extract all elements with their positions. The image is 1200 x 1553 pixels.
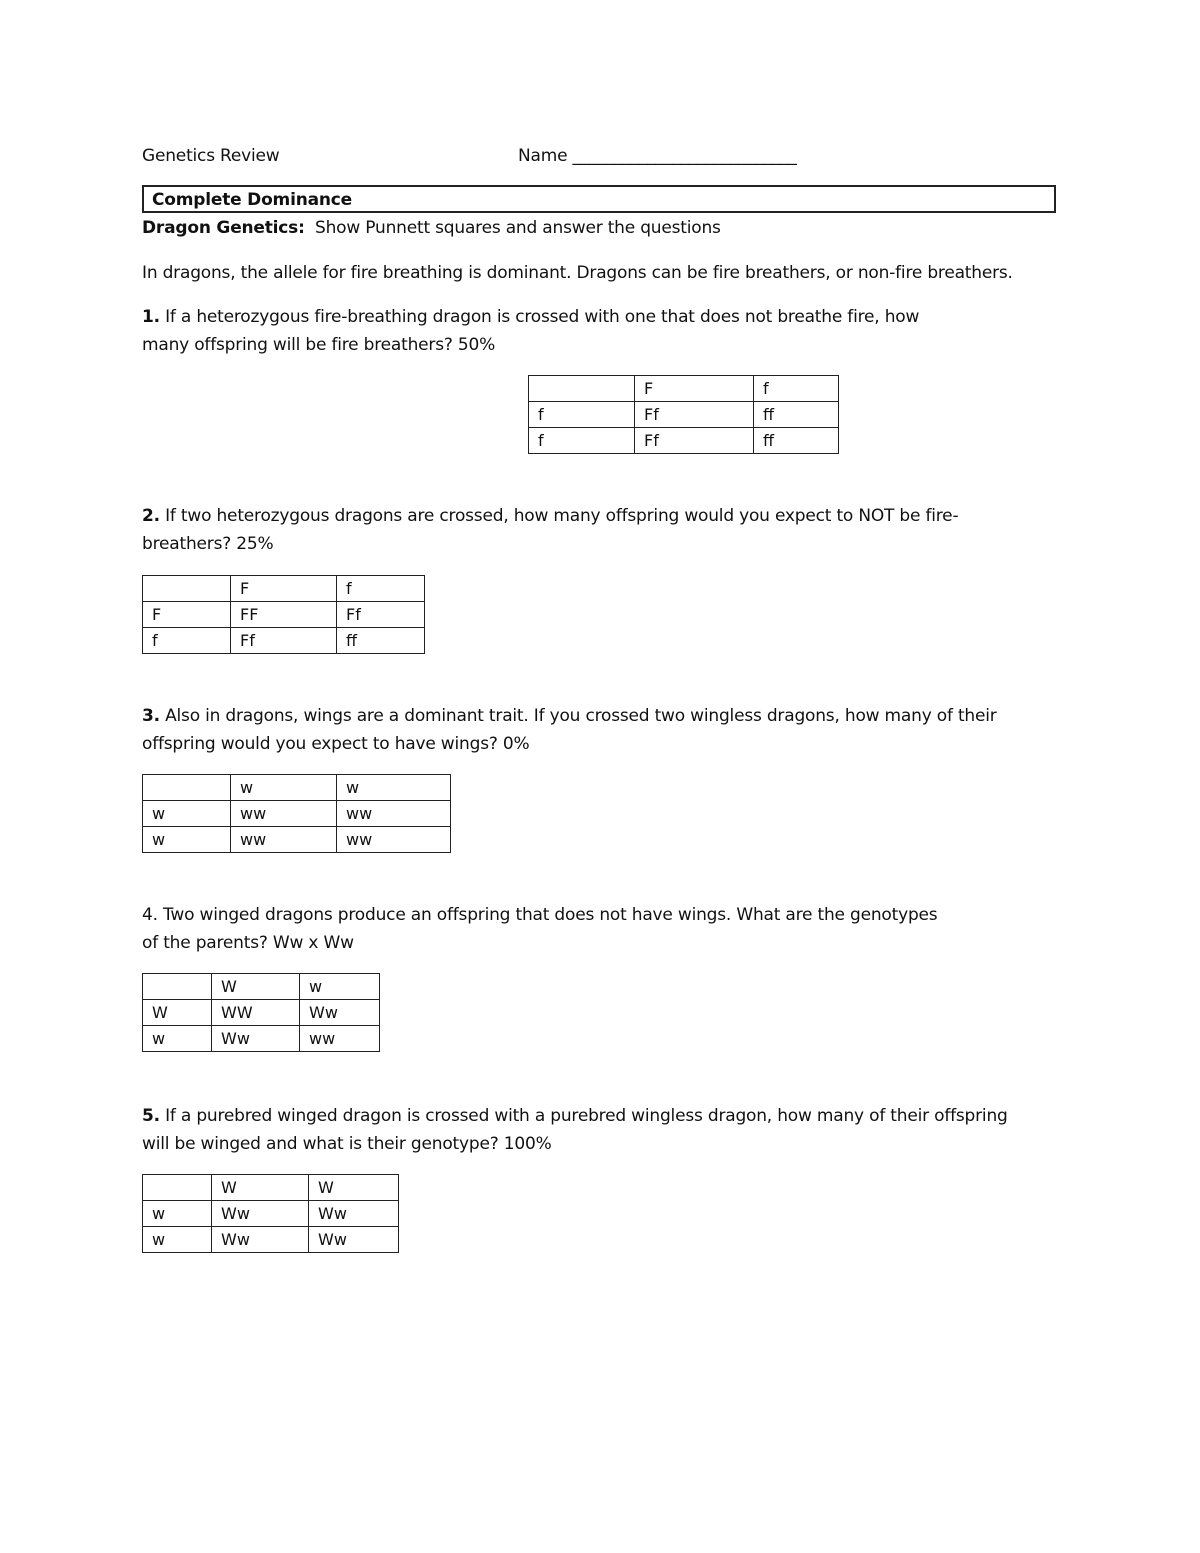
table-cell: f <box>337 576 425 602</box>
question-4-line-1: 4. Two winged dragons produce an offspring that does not have wings. What are the genotypes <box>142 905 938 925</box>
table-cell: Ww <box>212 1026 300 1052</box>
table-cell: ww <box>337 827 451 853</box>
table-row <box>143 576 425 602</box>
table-cell: Ff <box>635 428 754 454</box>
table-cell: ww <box>300 1026 380 1052</box>
table-cell: w <box>143 1026 212 1052</box>
punnett-square-2 <box>142 575 425 654</box>
table-cell: ww <box>231 801 337 827</box>
table-cell: Ww <box>309 1227 399 1253</box>
table-row <box>529 428 839 454</box>
table-cell: ff <box>337 628 425 654</box>
table-cell: w <box>143 1227 212 1253</box>
table-cell <box>529 376 635 402</box>
table-cell: f <box>754 376 839 402</box>
section-header-box <box>142 185 1056 213</box>
question-number: 1. <box>142 307 160 327</box>
table-cell <box>143 1175 212 1201</box>
table-row <box>143 1026 380 1052</box>
table-cell: ff <box>754 428 839 454</box>
table-cell <box>143 576 231 602</box>
table-cell: Ff <box>635 402 754 428</box>
table-cell: f <box>529 428 635 454</box>
table-row <box>143 801 451 827</box>
question-2-line-1: 2. If two heterozygous dragons are crossed, how many offspring would you expect to NOT be fire- <box>142 506 959 526</box>
question-number: 5. <box>142 1106 160 1126</box>
table-cell: F <box>143 602 231 628</box>
table-cell: F <box>231 576 337 602</box>
table-row <box>143 1175 399 1201</box>
name-field: Name ___________________________ <box>518 146 797 166</box>
table-cell: Ww <box>212 1227 309 1253</box>
table-cell: F <box>635 376 754 402</box>
punnett-square-1 <box>528 375 839 454</box>
question-1-line-2: many offspring will be fire breathers? 50% <box>142 335 496 355</box>
table-row <box>529 376 839 402</box>
table-cell: w <box>300 974 380 1000</box>
question-number: 4. <box>142 905 158 925</box>
worksheet-title: Genetics Review <box>142 146 280 166</box>
table-cell: FF <box>231 602 337 628</box>
question-number: 3. <box>142 706 160 726</box>
table-cell: w <box>337 775 451 801</box>
intro-paragraph: In dragons, the allele for fire breathing is dominant. Dragons can be fire breathers, or non-fire breathers. <box>142 263 1013 283</box>
table-cell: W <box>309 1175 399 1201</box>
table-row <box>143 628 425 654</box>
table-cell: w <box>231 775 337 801</box>
question-4-line-2: of the parents? Ww x Ww <box>142 933 354 953</box>
table-row <box>143 1201 399 1227</box>
table-row <box>143 602 425 628</box>
table-cell <box>143 775 231 801</box>
table-cell: W <box>143 1000 212 1026</box>
table-row <box>143 827 451 853</box>
section-title: Complete Dominance <box>152 190 352 210</box>
question-1-line-1: 1. If a heterozygous fire-breathing dragon is crossed with one that does not breathe fire, how <box>142 307 920 327</box>
table-cell: Ww <box>309 1201 399 1227</box>
table-cell: ww <box>337 801 451 827</box>
table-row <box>143 1000 380 1026</box>
question-2-line-2: breathers? 25% <box>142 534 274 554</box>
table-row <box>143 974 380 1000</box>
table-cell: Ff <box>231 628 337 654</box>
question-3-line-1: 3. Also in dragons, wings are a dominant trait. If you crossed two wingless dragons, how many of their <box>142 706 997 726</box>
table-row <box>143 775 451 801</box>
punnett-square-3 <box>142 774 451 853</box>
table-cell: WW <box>212 1000 300 1026</box>
table-cell: Ww <box>300 1000 380 1026</box>
table-row <box>143 1227 399 1253</box>
table-cell <box>143 974 212 1000</box>
punnett-square-4 <box>142 973 380 1052</box>
question-3-line-2: offspring would you expect to have wings? 0% <box>142 734 530 754</box>
question-5-line-1: 5. If a purebred winged dragon is crossed with a purebred wingless dragon, how many of their offspring <box>142 1106 1008 1126</box>
table-cell: ww <box>231 827 337 853</box>
table-cell: f <box>143 628 231 654</box>
instructions-text: Show Punnett squares and answer the questions <box>315 218 721 238</box>
table-cell: w <box>143 827 231 853</box>
table-cell: W <box>212 974 300 1000</box>
table-cell: f <box>529 402 635 428</box>
table-cell: W <box>212 1175 309 1201</box>
table-row <box>529 402 839 428</box>
table-cell: w <box>143 801 231 827</box>
punnett-square-5 <box>142 1174 399 1253</box>
table-cell: ff <box>754 402 839 428</box>
table-cell: w <box>143 1201 212 1227</box>
table-cell: Ww <box>212 1201 309 1227</box>
question-number: 2. <box>142 506 160 526</box>
table-cell: Ff <box>337 602 425 628</box>
dragon-genetics-label: Dragon Genetics: <box>142 218 305 238</box>
question-5-line-2: will be winged and what is their genotype? 100% <box>142 1134 552 1154</box>
